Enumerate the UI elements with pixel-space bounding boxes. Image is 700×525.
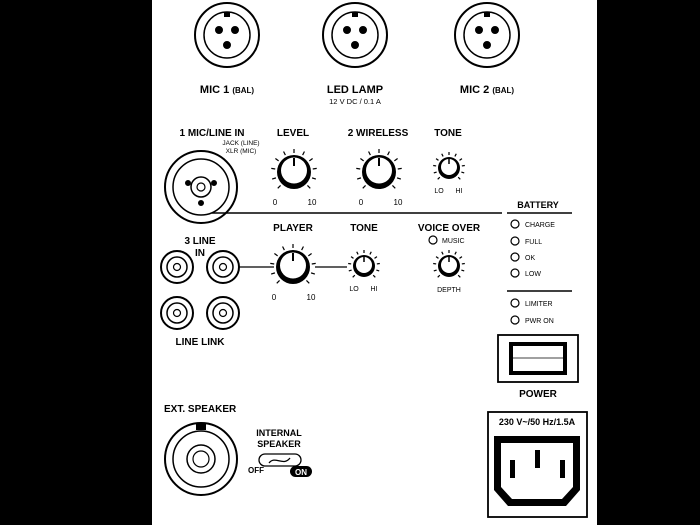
player-max-label: 10 bbox=[306, 293, 316, 302]
battery-full-led bbox=[511, 237, 519, 245]
mic-line-in-jack-note: JACK (LINE) bbox=[222, 140, 260, 147]
voice-over-depth-knob[interactable] bbox=[433, 250, 465, 277]
rear-panel bbox=[152, 0, 597, 525]
battery-charge-led bbox=[511, 220, 519, 228]
level-knob-label: LEVEL bbox=[276, 128, 310, 139]
led-lamp-xlr-connector[interactable] bbox=[323, 3, 387, 67]
battery-low-led bbox=[511, 269, 519, 277]
battery-ok-led bbox=[511, 253, 519, 261]
line-in-label-line2: IN bbox=[195, 248, 205, 259]
wireless-knob[interactable] bbox=[356, 149, 401, 189]
led-lamp-rating: 12 V DC / 0.1 A bbox=[329, 97, 381, 106]
mic2-label: MIC 2 (BAL) bbox=[459, 84, 515, 96]
line-in-rca-right[interactable] bbox=[207, 251, 239, 283]
mic1-label: MIC 1 (BAL) bbox=[199, 84, 255, 96]
voice-over-label: VOICE OVER bbox=[417, 223, 481, 234]
tone1-lo-label: LO bbox=[434, 188, 444, 195]
music-led bbox=[429, 236, 437, 244]
combo-jack-connector[interactable] bbox=[165, 151, 237, 223]
battery-ok-label: OK bbox=[525, 255, 536, 262]
player-knob-label: PLAYER bbox=[273, 223, 313, 234]
wireless-knob-label: 2 WIRELESS bbox=[347, 128, 409, 139]
pwr-on-led bbox=[511, 316, 519, 324]
tone1-knob[interactable] bbox=[433, 152, 465, 179]
line-link-rca-left[interactable] bbox=[161, 297, 193, 329]
internal-speaker-slide-switch[interactable] bbox=[259, 454, 301, 466]
ext-speaker-label: EXT. SPEAKER bbox=[164, 404, 237, 415]
mic-line-in-label: 1 MIC/LINE IN bbox=[179, 128, 245, 139]
wireless-min-label: 0 bbox=[358, 198, 364, 207]
line-in-label-line1: 3 LINE bbox=[184, 236, 216, 247]
internal-speaker-off-label: OFF bbox=[248, 466, 264, 475]
level-knob[interactable] bbox=[271, 149, 316, 189]
internal-speaker-label-line1: INTERNAL bbox=[256, 428, 302, 438]
mic-line-in-xlr-note: XLR (MIC) bbox=[225, 148, 257, 155]
player-min-label: 0 bbox=[271, 293, 277, 302]
battery-full-label: FULL bbox=[525, 239, 543, 246]
player-knob[interactable] bbox=[270, 244, 315, 284]
led-lamp-label: LED LAMP bbox=[326, 84, 384, 96]
battery-low-label: LOW bbox=[525, 271, 541, 278]
tone3-hi-label: HI bbox=[370, 286, 378, 293]
limiter-label: LIMITER bbox=[525, 301, 553, 308]
level-min-label: 0 bbox=[272, 198, 278, 207]
limiter-led bbox=[511, 299, 519, 307]
iec-mains-inlet[interactable] bbox=[494, 436, 580, 506]
tone3-lo-label: LO bbox=[349, 286, 359, 293]
music-led-label: MUSIC bbox=[442, 238, 465, 245]
line-in-rca-left[interactable] bbox=[161, 251, 193, 283]
mic1-xlr-connector[interactable] bbox=[195, 3, 259, 67]
depth-label: DEPTH bbox=[437, 287, 461, 294]
internal-speaker-on-label: ON bbox=[295, 468, 307, 477]
battery-title: BATTERY bbox=[517, 200, 559, 210]
wireless-max-label: 10 bbox=[393, 198, 403, 207]
line-link-rca-right[interactable] bbox=[207, 297, 239, 329]
tone3-knob-label: TONE bbox=[350, 223, 378, 234]
mains-rating-label: 230 V~/50 Hz/1.5A bbox=[498, 417, 576, 427]
battery-charge-label: CHARGE bbox=[525, 222, 555, 229]
tone3-knob[interactable] bbox=[348, 250, 380, 277]
pwr-on-label: PWR ON bbox=[525, 318, 554, 325]
tone1-knob-label: TONE bbox=[434, 128, 462, 139]
line-link-label: LINE LINK bbox=[175, 337, 225, 348]
panel-artwork bbox=[152, 0, 597, 525]
tone1-hi-label: HI bbox=[455, 188, 463, 195]
level-max-label: 10 bbox=[307, 198, 317, 207]
power-rocker-switch[interactable] bbox=[498, 335, 578, 382]
ext-speaker-connector[interactable] bbox=[165, 423, 237, 495]
mic2-xlr-connector[interactable] bbox=[455, 3, 519, 67]
internal-speaker-label-line2: SPEAKER bbox=[257, 439, 301, 449]
power-label: POWER bbox=[519, 389, 557, 400]
